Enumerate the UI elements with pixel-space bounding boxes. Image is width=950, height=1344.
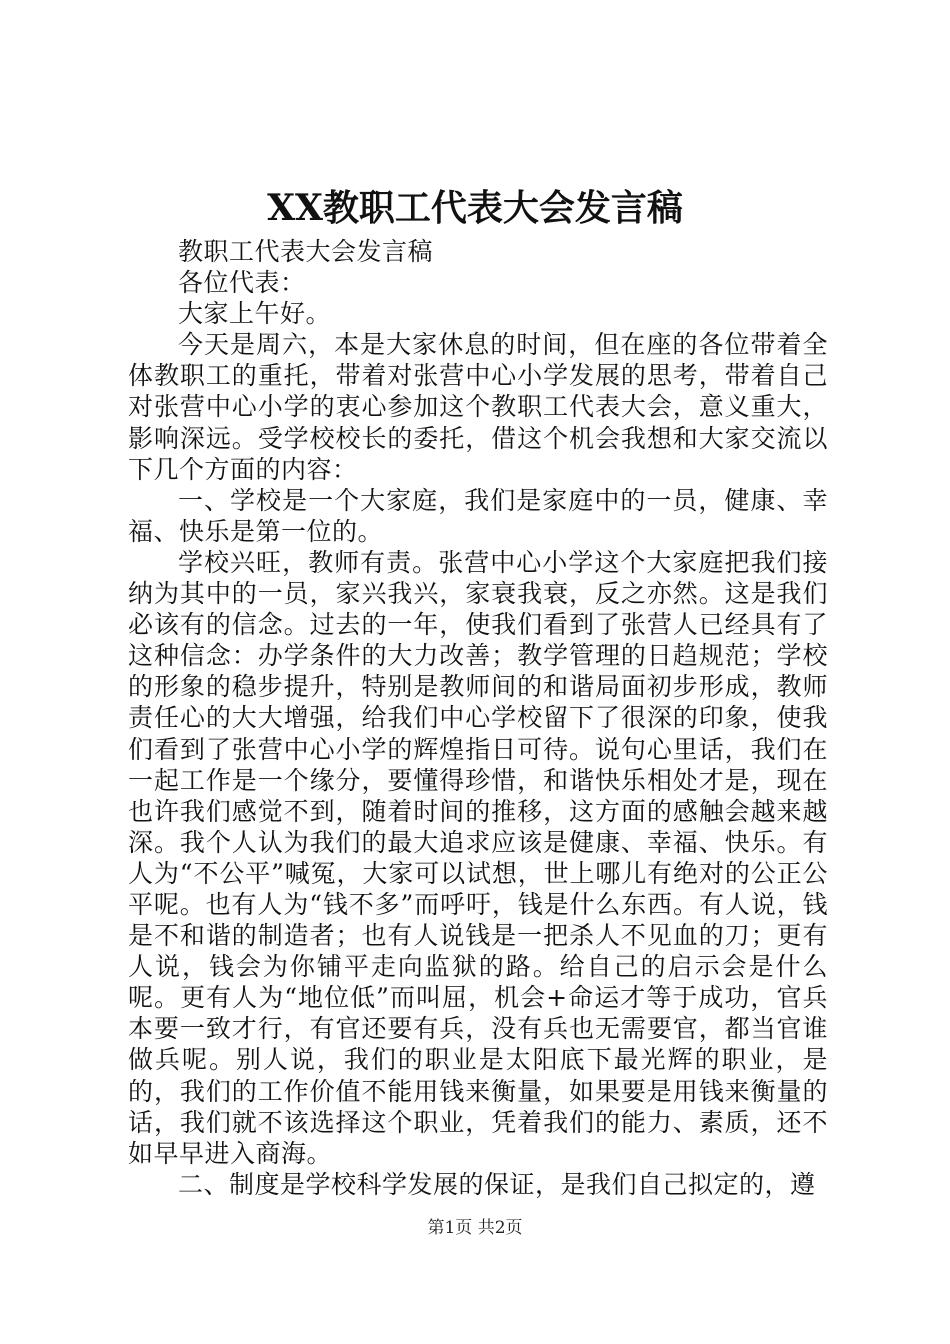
paragraph-section-two-heading: 二、制度是学校科学发展的保证，是我们自己拟定的，遵 [178,1169,816,1199]
document-title: XX教职工代表大会发言稿 [267,187,683,229]
paragraph-intro: 今天是周六，本是大家休息的时间，但在座的各位带着全体教职工的重托，带着对张营中心小学发展的思考，带着自己对张营中心小学的衷心参加这个教职工代表大会，意义重大，影响深远。受学校校长的委托，借这个机会我想和大家交流以下几个方面的内容： [128,330,828,484]
page-footer: 第1页 共2页 [427,1218,523,1238]
paragraph-section-one-heading: 一、学校是一个大家庭，我们是家庭中的一员，健康、幸福、快乐是第一位的。 [128,485,828,546]
paragraph-salutation: 各位代表： [178,268,306,298]
paragraph-subtitle: 教职工代表大会发言稿 [178,237,434,266]
paragraph-greeting: 大家上午好。 [178,299,332,329]
paragraph-section-one-body: 学校兴旺，教师有责。张营中心小学这个大家庭把我们接纳为其中的一员，家兴我兴，家衰我衰，反之亦然。这是我们必该有的信念。过去的一年，使我们看到了张营人已经具有了这种信念：办学条件的大力改善；教学管理的日趋规范；学校的形象的稳步提升，特别是教师间的和谐局面初步形成，教师责任心的大大增强，给我们中心学校留下了很深的印象，使我们看到了张营中心小学的辉煌指日可待。说句心里话，我们在一起工作是一个缘分，要懂得珍惜，和谐快乐相处才是，现在也许我们感觉不到，随着时间的推移，这方面的感触会越来越深。我个人认为我们的最大追求应该是健康、幸福、快乐。有人为“不公平”喊冤，大家可以试想，世上哪儿有绝对的公正公平呢。也有人为“钱不多”而呼吁，钱是什么东西。有人说，钱是不和谐的制造者；也有人说钱是一把杀人不见血的刀；更有人说，钱会为你铺平走向监狱的路。给自己的启示会是什么呢。更有人为“地位低”而叫屈，机会+命运才等于成功，官兵本要一致才行，有官还要有兵，没有兵也无需要官，都当官谁做兵呢。别人说，我们的职业是太阳底下最光辉的职业，是的，我们的工作价值不能用钱来衡量，如果要是用钱来衡量的话，我们就不该选择这个职业，凭着我们的能力、素质，还不如早早进入商海。 [128,547,828,1168]
document-body [128,236,828,1200]
